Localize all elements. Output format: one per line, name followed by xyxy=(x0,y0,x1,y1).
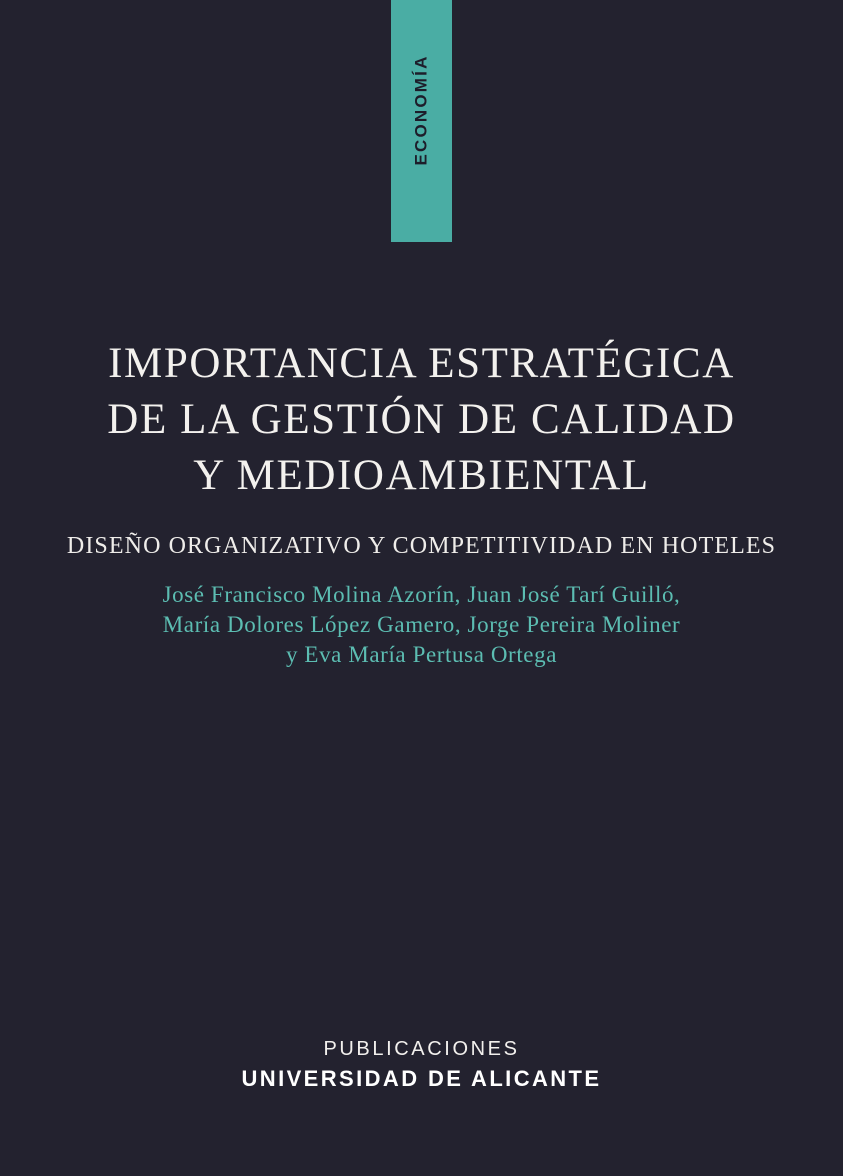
publisher-name-bottom: UNIVERSIDAD DE ALICANTE xyxy=(241,1066,602,1091)
page-title xyxy=(0,336,843,504)
title-line-2: DE LA GESTIÓN DE CALIDAD xyxy=(107,396,736,443)
author-line-3: y Eva María Pertusa Ortega xyxy=(285,642,558,667)
subtitle: DISEÑO ORGANIZATIVO Y COMPETITIVIDAD EN HOTELES xyxy=(66,533,777,559)
series-tab xyxy=(391,0,452,242)
publisher-name-top: PUBLICACIONES xyxy=(323,1038,520,1060)
title-line-1: IMPORTANCIA ESTRATÉGICA xyxy=(108,340,735,387)
title-line-3: Y MEDIOAMBIENTAL xyxy=(193,452,650,499)
publisher-block xyxy=(0,1036,843,1094)
authors-block xyxy=(0,580,843,670)
author-line-1: José Francisco Molina Azorín, Juan José Tarí Guilló, xyxy=(162,582,681,607)
author-line-2: María Dolores López Gamero, Jorge Pereira Moliner xyxy=(162,612,681,637)
series-label: ECONOMÍA xyxy=(411,54,431,166)
